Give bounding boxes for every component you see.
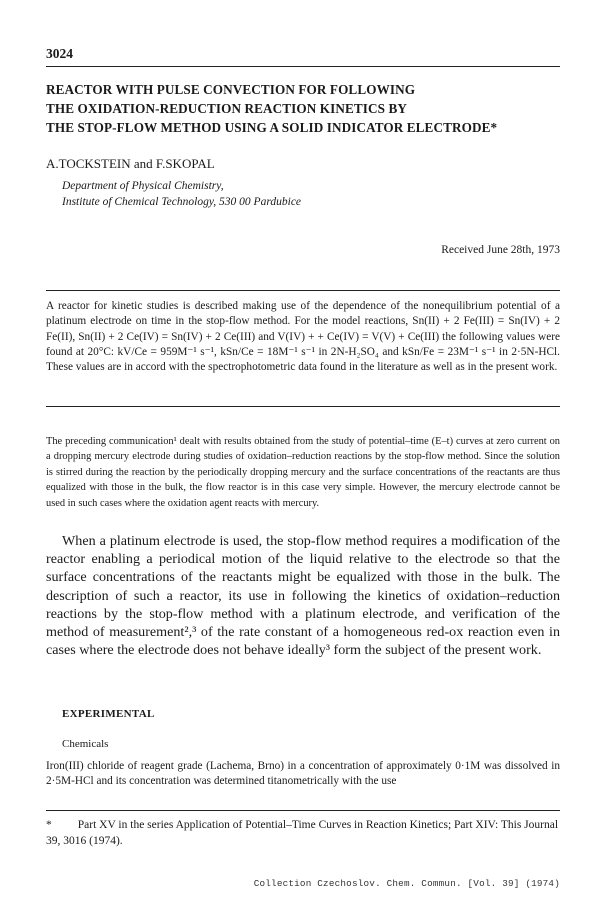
experimental-paragraph: Iron(III) chloride of reagent grade (Lachema, Brno) in a concentration of approximately 0·1M was dissolved in 2·5M-HCl and its concentration was determined titanometrically with the use [46,760,560,788]
abstract: A reactor for kinetic studies is described making use of the dependence of the nonequilibrium potential of a platinum electrode on time in the stop-flow method. For the model reactions, Sn(II) + 2 Fe(III) = Sn(IV) + 2 Fe(II), Sn(II) + 2 Ce(IV) = Sn(IV) + 2 Ce(III) and V(IV) + + Ce(IV) = V(V) + Ce(III) the following values were found at 20°C: kV/Ce = 959M⁻¹ s⁻¹, kSn/Ce = 18M⁻¹ s⁻¹ in 2N-H₂SO₄ and kSn/Fe = 23M⁻¹ s⁻¹ in 2·5N-HCl. These values are in accord with the spectrophotometric data found in the literature as well as in the present work. [46,300,560,374]
intro-paragraph: The preceding communication¹ dealt with results obtained from the study of potential–time (E–t) curves at zero current on a dropping mercury electrode during studies of oxidation–reduction reactions by the stop-flow method. Since the solution is stirred during the reaction by the periodically dropping mercury and the surface concentrations of the reactants are thus equalized with those in the bulk, the flow reactor is in this case very simple. However, the mercury electrode cannot be used in such cases where the oxidation agent reacts with mercury. [46,436,560,509]
section-heading: EXPERIMENTAL [62,708,155,720]
footnote-text: Part XV in the series Application of Potential–Time Curves in Reaction Kinetics; Part XIV: This Journal 39, 3016 (1974). [46,819,559,847]
footnote-mark: * [46,819,52,831]
authors: A.TOCKSTEIN and F.SKOPAL [46,156,215,171]
title-line-3: THE STOP-FLOW METHOD USING A SOLID INDICATOR ELECTRODE* [46,120,498,135]
title-line-2: THE OXIDATION-REDUCTION REACTION KINETICS BY [46,101,408,116]
abstract-bottom-rule [46,406,560,407]
title-line-1: REACTOR WITH PULSE CONVECTION FOR FOLLOWING [46,82,416,97]
body-paragraph: When a platinum electrode is used, the stop-flow method requires a modification of the reactor enabling a periodical motion of the liquid relative to the electrode so that the surface concentrations of the reactants might be equalized with those in the bulk. The description of such a reactor, its use in following the kinetics of oxidation–reduction reactions by the stop-flow method with a platinum electrode, and verification of the method of measurement²,³ of the rate constant of a homogeneous red-ox reaction even in cases where the electrode does not behave ideally³ form the subject of the present work. [46,533,560,659]
article-title [46,80,566,137]
header-rule [46,66,560,67]
footnote-rule [46,810,560,811]
received-date: Received June 28th, 1973 [441,244,560,256]
affiliation-line-1: Department of Physical Chemistry, [62,180,224,192]
affiliation [62,178,301,210]
footnote [46,818,560,849]
subsection-heading: Chemicals [62,738,109,750]
page-number: 3024 [46,46,73,61]
abstract-top-rule [46,290,560,291]
journal-footer: Collection Czechoslov. Chem. Commun. [Vol. 39] (1974) [253,878,560,889]
affiliation-line-2: Institute of Chemical Technology, 530 00 Pardubice [62,196,302,208]
